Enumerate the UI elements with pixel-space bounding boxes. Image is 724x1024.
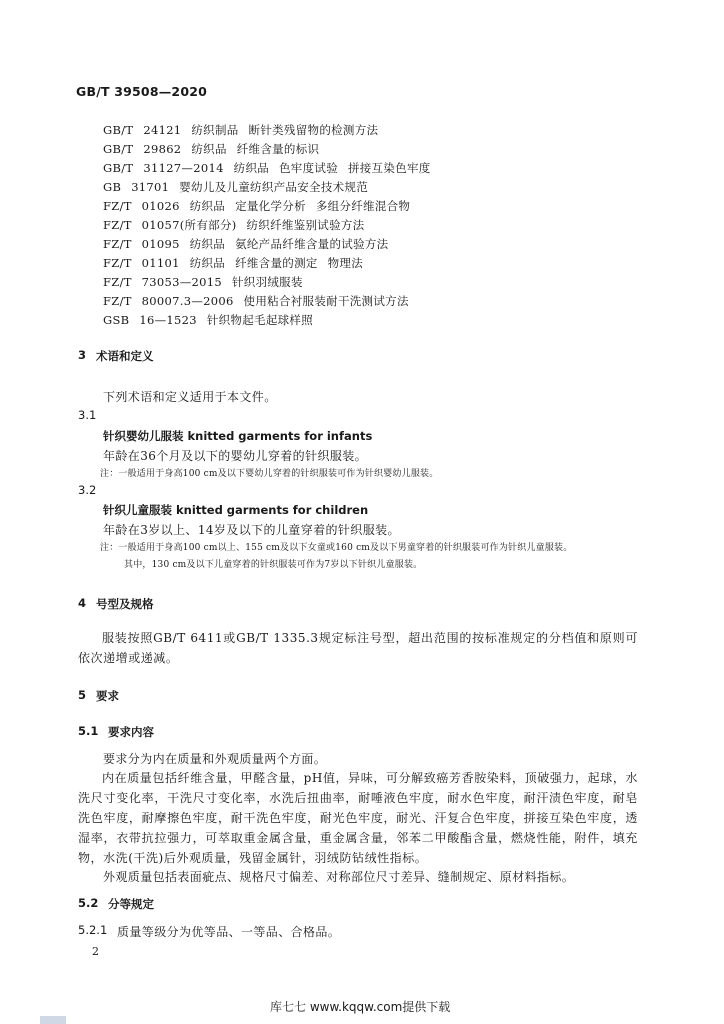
term-3-1-number: 3.1: [78, 408, 97, 422]
reference-item: FZ/T 01095 纺织品 氨纶产品纤维含量的试验方法: [103, 237, 389, 251]
reference-item: FZ/T 73053—2015 针织羽绒服装: [103, 275, 303, 289]
term-3-1-name: 针织婴幼儿服装 knitted garments for infants: [103, 429, 373, 443]
section-5-1-title: 要求内容: [108, 725, 154, 739]
section-4-number: 4: [78, 596, 87, 610]
term-3-1-definition: 年龄在36个月及以下的婴幼儿穿着的针织服装。: [103, 449, 368, 463]
page-number: 2: [92, 945, 99, 958]
reference-item: GB/T 29862 纺织品 纤维含量的标识: [103, 142, 320, 156]
section-5-1-para-2: 内在质量包括纤维含量，甲醛含量，pH值，异味，可分解致癌芳香胺染料，顶破强力，起球，水洗尺寸变化率，干洗尺寸变化率，水洗后扭曲率，耐唾液色牢度，耐水色牢度，耐汗渍色牢度，耐皂洗色牢度，耐摩擦色牢度，耐干洗色牢度，耐光色牢度，耐光、汗复合色牢度，拼接互染色牢度，透湿率，衣带抗拉强力，可萃取重金属含量，重金属含量，邻苯二甲酸酯含量，燃烧性能，附件，填充物，水洗(干洗)后外观质量，残留金属针，羽绒防钻绒性指标。: [78, 771, 638, 865]
section-5-2-1-number: 5.2.1: [78, 923, 108, 937]
reference-item: GB/T 31127—2014 纺织品 色牢度试验 拼接互染色牢度: [103, 161, 431, 175]
term-3-1-note: 注：一般适用于身高100 cm及以下婴幼儿穿着的针织服装可作为针织婴幼儿服装。: [100, 469, 439, 479]
section-5-1-para-1: 要求分为内在质量和外观质量两个方面。: [103, 752, 327, 766]
term-3-2-definition: 年龄在3岁以上、14岁及以下的儿童穿着的针织服装。: [103, 523, 400, 537]
section-5-2-title: 分等规定: [108, 897, 154, 911]
reference-item: GB/T 24121 纺织制品 断针类残留物的检测方法: [103, 123, 379, 137]
reference-item: FZ/T 80007.3—2006 使用粘合衬服装耐干洗测试方法: [103, 294, 409, 308]
corner-logo-mark: [40, 1016, 66, 1024]
reference-item: GSB 16—1523 针织物起毛起球样照: [103, 313, 314, 327]
standard-code-header: GB/T 39508—2020: [76, 84, 208, 99]
section-4-text: 服装按照GB/T 6411或GB/T 1335.3规定标注号型，超出范围的按标准规定的分档值和原则可依次递增或递减。: [78, 631, 638, 665]
term-3-2-number: 3.2: [78, 483, 97, 497]
section-5-1-para-3: 外观质量包括表面疵点、规格尺寸偏差、对称部位尺寸差异、缝制规定、原材料指标。: [103, 870, 575, 884]
term-3-2-note-continued: 其中，130 cm及以下儿童穿着的针织服装可作为7岁以下针织儿童服装。: [124, 560, 423, 570]
reference-item: GB 31701 婴幼儿及儿童纺织产品安全技术规范: [103, 180, 369, 194]
section-5-2-number: 5.2: [78, 896, 99, 910]
section-3-number: 3: [78, 348, 87, 362]
section-5-1-number: 5.1: [78, 724, 99, 738]
section-5-2-1-text: 质量等级分为优等品、一等品、合格品。: [117, 925, 341, 939]
term-3-2-note: 注：一般适用于身高100 cm以上、155 cm及以下女童或160 cm及以下男童穿着的针织服装可作为针织儿童服装。: [100, 543, 573, 553]
reference-item: FZ/T 01101 纺织品 纤维含量的测定 物理法: [103, 256, 364, 270]
reference-item: FZ/T 01057(所有部分) 纺织纤维鉴别试验方法: [103, 218, 365, 232]
reference-item: FZ/T 01026 纺织品 定量化学分析 多组分纤维混合物: [103, 199, 411, 213]
section-3-title: 术语和定义: [96, 349, 154, 363]
section-5-title: 要求: [96, 689, 119, 703]
section-5-number: 5: [78, 688, 87, 702]
term-3-2-name: 针织儿童服装 knitted garments for children: [103, 503, 369, 517]
download-footer-text: 库七七 www.kqqw.com提供下载: [270, 1000, 451, 1014]
section-4-title: 号型及规格: [96, 597, 154, 611]
section-3-intro: 下列术语和定义适用于本文件。: [103, 390, 277, 404]
